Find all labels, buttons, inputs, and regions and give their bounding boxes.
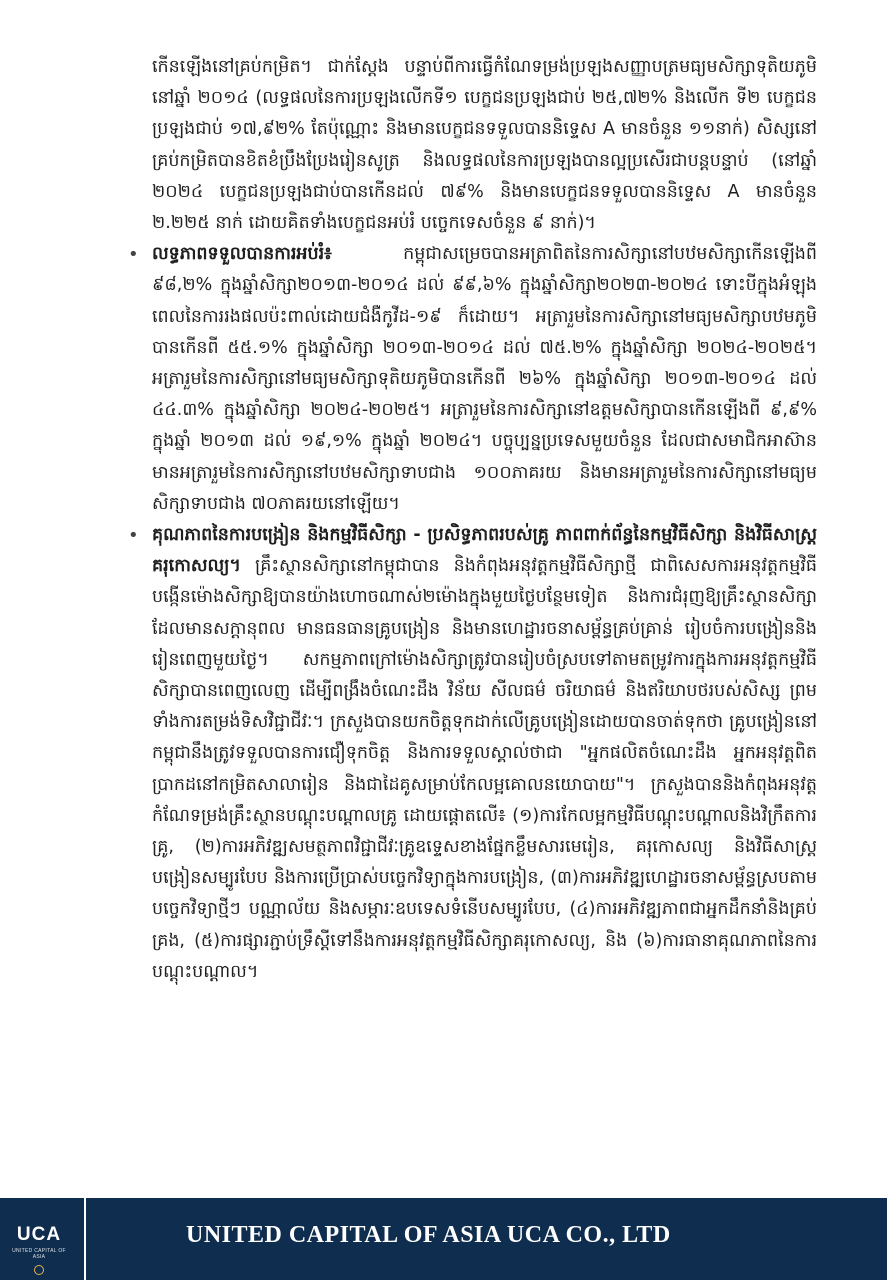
bullet-text-access: កម្ពុជាសម្រេចបានអត្រាពិតនៃការសិក្សានៅបឋមសិក្សាកើនឡើងពី ៩៨,២% ក្នុងឆ្នាំសិក្សា២០១៣-២០១៤ ដល់ ៩៩,៦% ក្នុងឆ្នាំសិក្សា២០២៣-២០២៤ ទោះបីក្នុងអំឡុងពេលនៃការរងផលប៉ះពាល់ដោយជំងឺកូវីដ-១៩ ក៏ដោយ។ អត្រារួមនៃការសិក្សានៅមធ្យមសិក្សាបឋមភូមិបានកើនពី ៥៥.១% ក្នុងឆ្នាំសិក្សា ២០១៣-២០១៤ ដល់ ៧៥.២% ក្នុងឆ្នាំសិក្សា ២០២៤-២០២៥។ អត្រារួមនៃការសិក្សានៅមធ្យមសិក្សាទុតិយភូមិបានកើនពី ២៦% ក្នុងឆ្នាំសិក្សា ២០១៣-២០១៤ ដល់ ៤៤.៣% ក្នុងឆ្នាំសិក្សា ២០២៤-២០២៥។ អត្រារួមនៃការសិក្សានៅឧត្តមសិក្សាបានកើនឡើងពី ៩,៩% ក្នុងឆ្នាំ ២០១៣ ដល់ ១៩,១% ក្នុងឆ្នាំ ២០២៤។ បច្ចុប្បន្នប្រទេសមួយចំនួន ដែលជាសមាជិកអាស៊ានមានអត្រារួមនៃការសិក្សានៅបឋមសិក្សាទាបជាង ១០០ភាគរយ និងមានអត្រារួមនៃការសិក្សានៅមធ្យមសិក្សាទាបជាង ៧០ភាគរយនៅឡើយ។ [152, 244, 817, 514]
paragraph-exam-results: កើនឡើងនៅគ្រប់កម្រិត។ ជាក់ស្តែង បន្ទាប់ពីការធ្វើកំណែទម្រង់ប្រឡងសញ្ញាបត្រមធ្យមសិក្សាទុតិយភូមិនៅឆ្នាំ ២០១៤ (លទ្ធផលនៃការប្រឡងលើកទី១ បេក្ខជនប្រឡងជាប់ ២៥,៧២% និងលើក ទី២ បេក្ខជនប្រឡងជាប់ ១៧,៩២% តែប៉ុណ្ណោះ និងមានបេក្ខជនទទួលបាននិទ្ទេស A មានចំនួន ១១នាក់) សិស្សនៅគ្រប់កម្រិតបានខិតខំប្រឹងប្រែងរៀនសូត្រ និងលទ្ធផលនៃការប្រឡងបានល្អប្រសើរជាបន្តបន្ទាប់ (នៅឆ្នាំ ២០២៤ បេក្ខជនប្រឡងជាប់បានកើនដល់ ៧៩% និងមានបេក្ខជនទទួលបាននិទ្ទេស A មានចំនួន ២.២២៥ នាក់ ដោយគិតទាំងបេក្ខជនអប់រំ បច្ចេកទេសចំនួន ៩ នាក់)។ [152, 57, 817, 234]
bullet-teaching-quality [128, 520, 817, 988]
document-content [128, 52, 817, 988]
bullet-dot-icon: • [128, 525, 139, 547]
logo-emblem-icon [34, 1265, 44, 1275]
bullet-text-quality: គ្រឹះស្ថានសិក្សានៅកម្ពុជាបាន និងកំពុងអនុវត្តកម្មវិធីសិក្សាថ្មី ជាពិសេសការអនុវត្តកម្មវិធីបង្កើនម៉ោងសិក្សាឱ្យបានយ៉ាងហោចណាស់២ម៉ោងក្នុងមួយថ្ងៃបន្ថែមទៀត និងការជំរុញឱ្យគ្រឹះស្ថានសិក្សា ដែលមានសក្តានុពល មានធនធានគ្រូបង្រៀន និងមានហេដ្ឋារចនាសម្ព័ន្ធគ្រប់គ្រាន់ រៀបចំការបង្រៀននិងរៀនពេញមួយថ្ងៃ។ សកម្មភាពក្រៅម៉ោងសិក្សាត្រូវបានរៀបចំស្របទៅតាមតម្រូវការក្នុងការអនុវត្តកម្មវិធីសិក្សាបានពេញលេញ ដើម្បីពង្រឹងចំណេះដឹង វិន័យ សីលធម៌ ចរិយាធម៌ និងឥរិយាបថរបស់សិស្ស ព្រមទាំងការតម្រង់ទិសវិជ្ជាជីវៈ។ ក្រសួងបានយកចិត្តទុកដាក់លើគ្រូបង្រៀនដោយបានចាត់ទុកថា គ្រូបង្រៀននៅកម្ពុជានឹងត្រូវទទួលបានការជឿទុកចិត្ត និងការទទួលស្គាល់ថាជា "អ្នកផលិតចំណេះដឹង អ្នកអនុវត្តពិតប្រាកដនៅកម្រិតសាលារៀន និងជាដៃគូសម្រាប់កែលម្អគោលនយោបាយ"។ ក្រសួងបាននិងកំពុងអនុវត្តកំណែទម្រង់គ្រឹះស្ថានបណ្តុះបណ្តាលគ្រូ ដោយផ្តោតលើ៖ (១)ការកែលម្អកម្មវិធីបណ្តុះបណ្តាលនិងវិក្រឹតការគ្រូ, (២)ការអភិវឌ្ឍសមត្ថភាពវិជ្ជាជីវៈគ្រូឧទ្ទេសខាងផ្នែកខ្លឹមសារមេរៀន, គរុកោសល្យ និងវិធីសាស្ត្របង្រៀនសម្បូរបែប និងការប្រើប្រាស់បច្ចេកវិទ្យាក្នុងការបង្រៀន, (៣)ការអភិវឌ្ឍហេដ្ឋារចនាសម្ព័ន្ធស្របតាមបច្ចេកវិទ្យាថ្មីៗ បណ្ណាល័យ និងសម្ភារៈឧបទេសទំនើបសម្បូរបែប, (៤)ការអភិវឌ្ឍភាពជាអ្នកដឹកនាំនិងគ្រប់គ្រង, (៥)ការផ្សារភ្ជាប់ទ្រឹស្តីទៅនឹងការអនុវត្តកម្មវិធីសិក្សាគរុកោសល្យ, និង (៦)ការធានាគុណភាពនៃការបណ្តុះបណ្តាល។ [152, 556, 817, 982]
bullet-lead-quality: គុណភាពនៃការបង្រៀន និងកម្មវិធីសិក្សា - ប្រសិទ្ធភាពរបស់គ្រូ ភាពពាក់ព័ន្ធនៃកម្មវិធីសិក្សា និងវិធីសាស្ត្រគរុកោសល្យ។ [152, 525, 817, 577]
logo-text: UCA [16, 1224, 62, 1245]
footer-divider [84, 1198, 86, 1280]
footer-banner [0, 1198, 887, 1280]
uca-logo [8, 1206, 70, 1272]
bullet-access-to-education [128, 239, 817, 520]
bullet-lead-access: លទ្ធភាពទទួលបានការអប់រំ៖ [152, 244, 332, 265]
logo-subtext: UNITED CAPITAL OF ASIA [12, 1248, 66, 1260]
bullet-dot-icon: • [128, 244, 139, 266]
footer-company-name: UNITED CAPITAL OF ASIA UCA CO., LTD [186, 1222, 671, 1248]
